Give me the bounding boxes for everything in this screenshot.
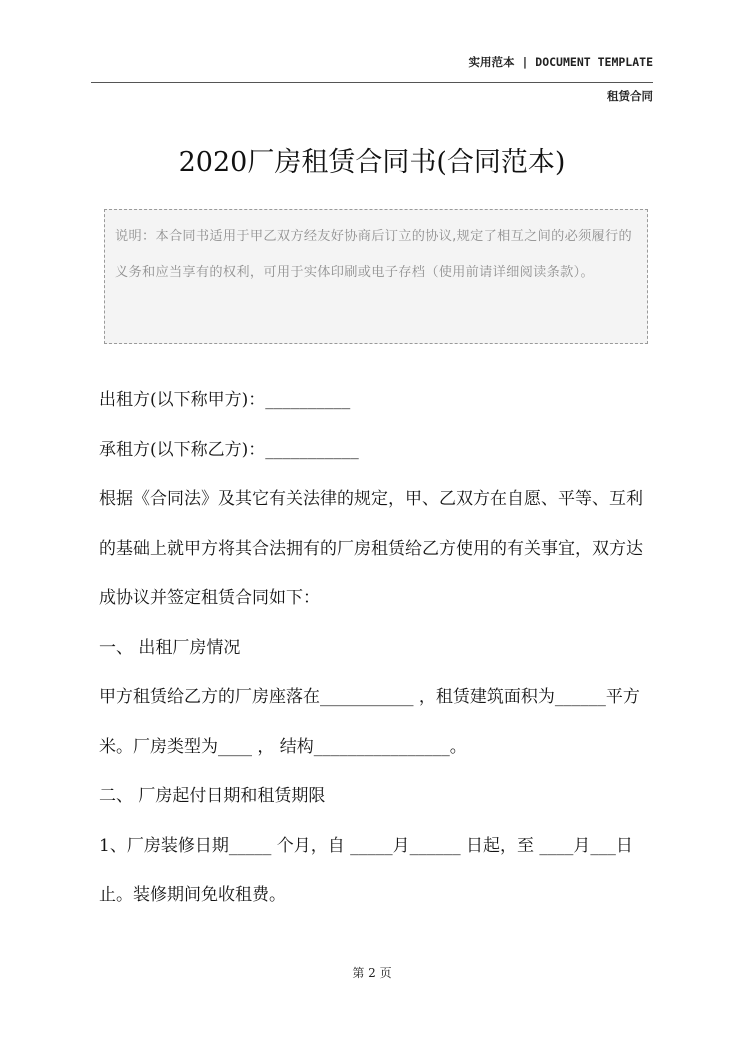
section-heading-1: 一、 出租厂房情况: [99, 637, 241, 658]
header-divider: [91, 82, 653, 83]
lessee-line: 承租方(以下称乙方)：___________: [99, 439, 359, 460]
page-number: 第 2 页: [352, 966, 392, 980]
document-body: [99, 376, 659, 921]
header-label: 实用范本 | DOCUMENT TEMPLATE: [468, 55, 653, 69]
section-2-paragraph: 1、厂房装修日期_____ 个月，自 _____月______ 日起，至 ____月___日止。装修期间免收租费。: [99, 835, 633, 905]
section-heading-2: 二、 厂房起付日期和租赁期限: [99, 786, 326, 806]
preamble-paragraph: 根据《合同法》及其它有关法律的规定，甲、乙双方在自愿、平等、互利的基础上就甲方将其合法拥有的厂房租赁给乙方使用的有关事宜，双方达成协议并签定租赁合同如下：: [99, 489, 643, 608]
header-sub-label: 租赁合同: [607, 89, 653, 103]
section-1-paragraph: 甲方租赁给乙方的厂房座落在___________ ，租赁建筑面积为______平方米。厂房类型为____ ， 结构________________。: [99, 687, 640, 757]
lessor-line: 出租方(以下称甲方)：__________: [99, 390, 351, 410]
note-box: 说明：本合同书适用于甲乙双方经友好协商后订立的协议,规定了相互之间的必须履行的义务和应当享有的权利，可用于实体印刷或电子存档（使用前请详细阅读条款）。: [104, 209, 648, 344]
document-title: 2020厂房租赁合同书(合同范本): [178, 147, 566, 178]
